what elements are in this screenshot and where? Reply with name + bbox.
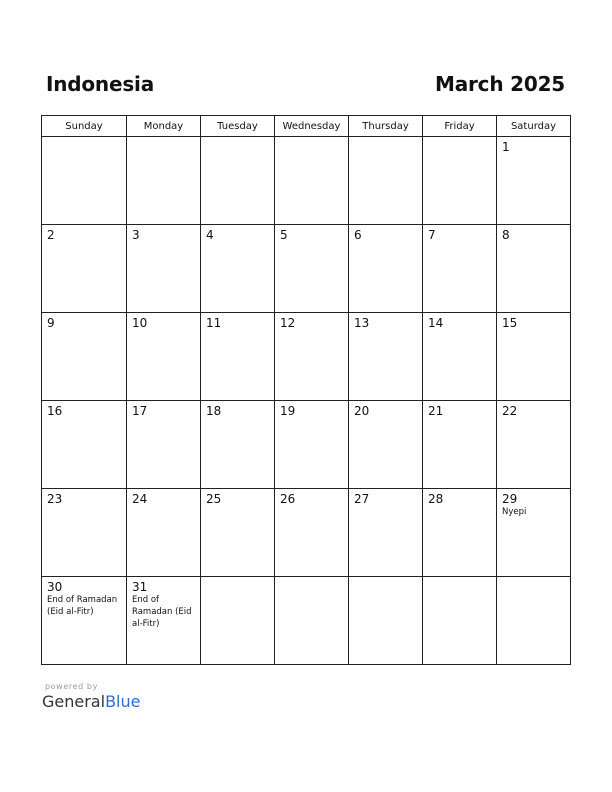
day-number: 27 — [354, 492, 370, 506]
day-number: 9 — [47, 316, 55, 330]
day-number: 10 — [132, 316, 148, 330]
day-number: 14 — [428, 316, 444, 330]
day-number: 15 — [502, 316, 518, 330]
day-cell — [127, 225, 201, 313]
day-number: 8 — [502, 228, 510, 242]
empty-day-cell — [349, 137, 423, 225]
day-cell — [497, 489, 571, 577]
empty-day-cell — [497, 577, 571, 665]
weekday-header-row — [42, 116, 571, 137]
day-number: 5 — [280, 228, 288, 242]
day-number: 24 — [132, 492, 148, 506]
weekday-header: Friday — [423, 116, 497, 137]
day-cell — [42, 313, 127, 401]
day-cell — [349, 225, 423, 313]
day-cell — [127, 313, 201, 401]
weekday-header: Sunday — [42, 116, 127, 137]
empty-day-cell — [201, 137, 275, 225]
day-number: 21 — [428, 404, 444, 418]
week-row — [42, 137, 571, 225]
week-row — [42, 225, 571, 313]
day-number: 1 — [502, 140, 510, 154]
day-cell — [127, 401, 201, 489]
week-row — [42, 401, 571, 489]
day-number: 2 — [47, 228, 55, 242]
day-cell — [127, 577, 201, 665]
day-cell — [201, 489, 275, 577]
day-cell — [42, 489, 127, 577]
day-number: 4 — [206, 228, 214, 242]
day-number: 31 — [132, 580, 148, 594]
day-number: 7 — [428, 228, 436, 242]
day-cell — [201, 401, 275, 489]
day-number: 30 — [47, 580, 63, 594]
day-number: 16 — [47, 404, 63, 418]
day-number: 23 — [47, 492, 63, 506]
brand-general-text: General — [42, 692, 106, 711]
day-cell — [423, 489, 497, 577]
powered-by-text: powered by — [45, 682, 98, 691]
day-cell — [497, 401, 571, 489]
day-cell — [349, 489, 423, 577]
day-number: 17 — [132, 404, 148, 418]
day-cell — [497, 225, 571, 313]
generalblue-logo[interactable] — [42, 692, 140, 711]
day-cell — [497, 137, 571, 225]
day-cell — [349, 401, 423, 489]
day-number: 12 — [280, 316, 296, 330]
month-year-title: March 2025 — [435, 72, 565, 96]
empty-day-cell — [423, 577, 497, 665]
empty-day-cell — [275, 137, 349, 225]
weekday-header: Saturday — [497, 116, 571, 137]
day-cell — [497, 313, 571, 401]
calendar-grid — [41, 115, 571, 665]
day-number: 22 — [502, 404, 518, 418]
day-cell — [201, 225, 275, 313]
day-cell — [423, 313, 497, 401]
holiday-label: End of Ramadan (Eid al-Fitr) — [132, 595, 192, 629]
empty-day-cell — [127, 137, 201, 225]
day-number: 6 — [354, 228, 362, 242]
empty-day-cell — [349, 577, 423, 665]
day-cell — [275, 313, 349, 401]
holiday-label: End of Ramadan (Eid al-Fitr) — [47, 595, 118, 617]
day-cell — [275, 489, 349, 577]
empty-day-cell — [201, 577, 275, 665]
weekday-header: Thursday — [349, 116, 423, 137]
holiday-label: Nyepi — [502, 507, 527, 517]
day-cell — [42, 577, 127, 665]
day-number: 3 — [132, 228, 140, 242]
day-cell — [201, 313, 275, 401]
day-cell — [127, 489, 201, 577]
empty-day-cell — [42, 137, 127, 225]
day-cell — [423, 225, 497, 313]
empty-day-cell — [275, 577, 349, 665]
day-number: 28 — [428, 492, 444, 506]
day-number: 26 — [280, 492, 296, 506]
week-row — [42, 577, 571, 665]
day-cell — [42, 401, 127, 489]
day-cell — [275, 225, 349, 313]
day-cell — [275, 401, 349, 489]
empty-day-cell — [423, 137, 497, 225]
weekday-header: Wednesday — [275, 116, 349, 137]
day-number: 13 — [354, 316, 370, 330]
day-number: 25 — [206, 492, 222, 506]
weekday-header: Tuesday — [201, 116, 275, 137]
week-row — [42, 313, 571, 401]
day-cell — [349, 313, 423, 401]
day-number: 18 — [206, 404, 222, 418]
country-title: Indonesia — [46, 72, 154, 96]
day-cell — [423, 401, 497, 489]
week-row — [42, 489, 571, 577]
footer — [42, 682, 140, 711]
day-number: 11 — [206, 316, 222, 330]
day-number: 20 — [354, 404, 370, 418]
weekday-header: Monday — [127, 116, 201, 137]
day-number: 19 — [280, 404, 296, 418]
brand-blue-text: Blue — [105, 692, 141, 711]
day-number: 29 — [502, 492, 518, 506]
day-cell — [42, 225, 127, 313]
